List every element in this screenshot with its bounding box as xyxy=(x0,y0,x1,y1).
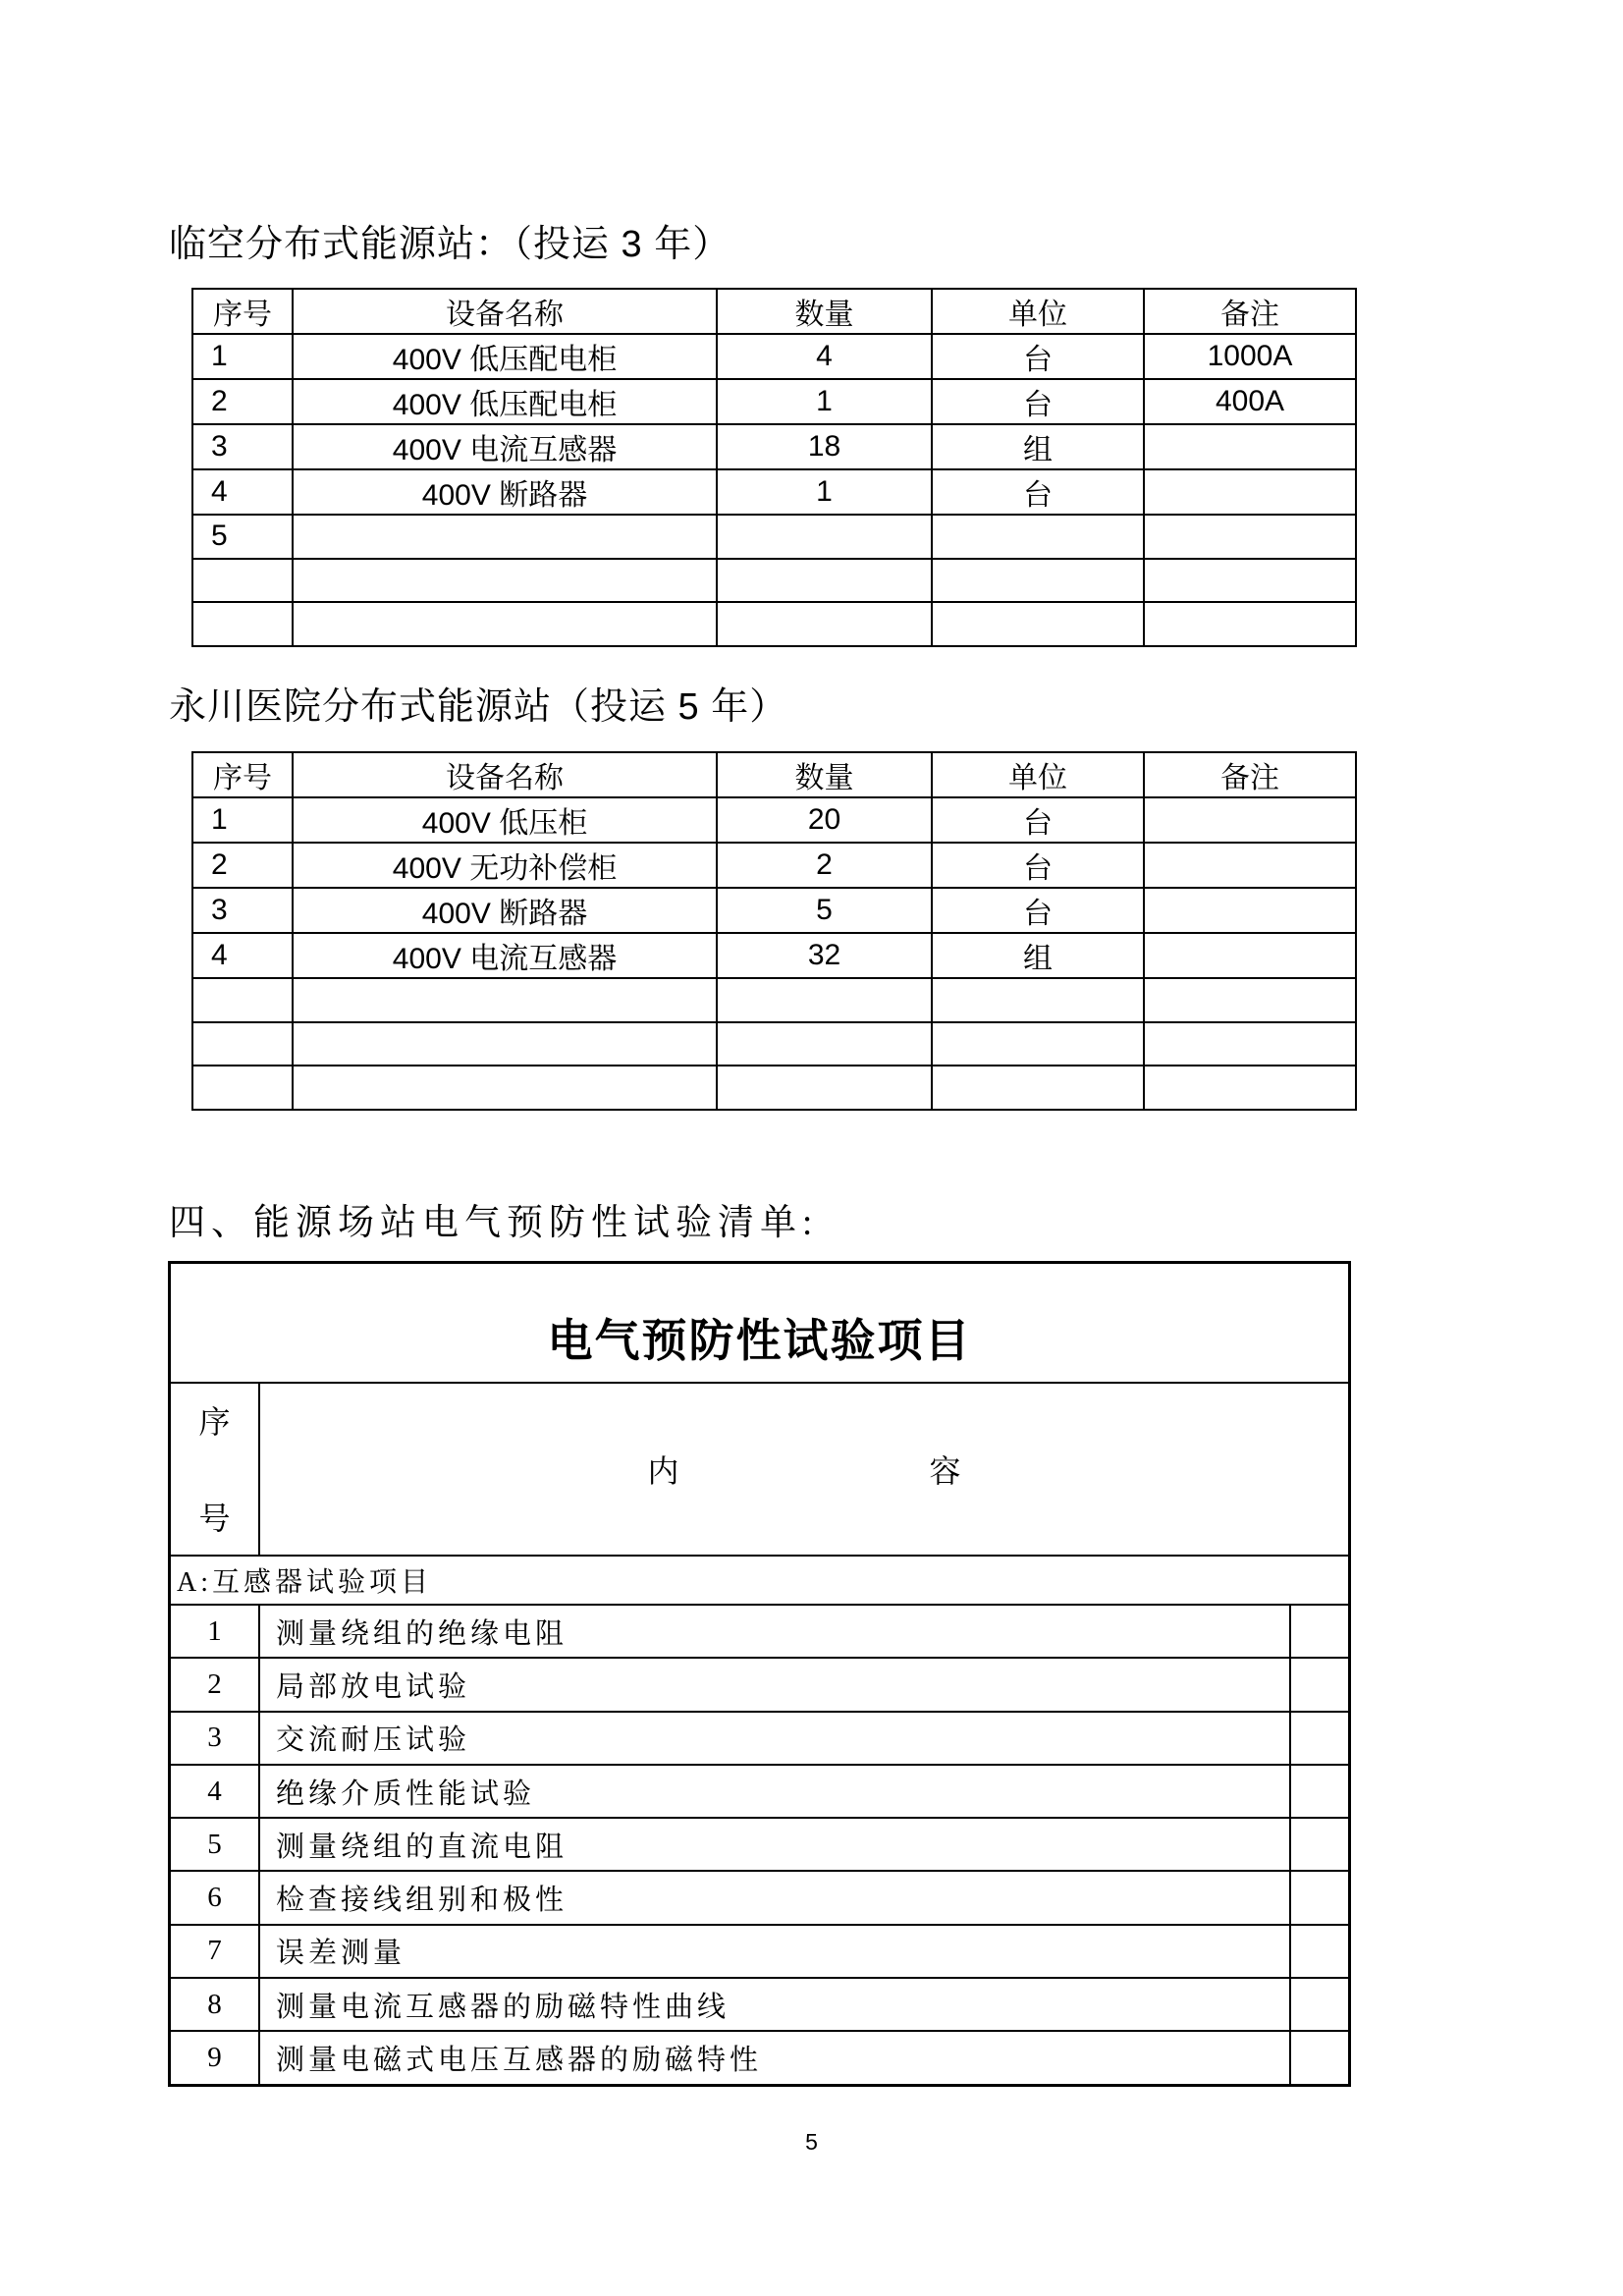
item-number: 9 xyxy=(171,2032,260,2083)
test-item-row xyxy=(171,1817,1348,1870)
note-cell: 1000A xyxy=(1144,334,1356,379)
name-cell xyxy=(293,515,717,559)
header-note: 备注 xyxy=(1144,289,1356,334)
seq-cell: 3 xyxy=(192,888,293,933)
item-result-cell xyxy=(1289,2032,1348,2083)
unit-cell: 台 xyxy=(932,888,1144,933)
qty-cell: 1 xyxy=(717,469,932,515)
test-item-row xyxy=(171,1764,1348,1817)
test-item-row xyxy=(171,1657,1348,1710)
item-result-cell xyxy=(1289,1766,1348,1817)
name-cell: 400V 电流互感器 xyxy=(293,424,717,469)
qty-cell xyxy=(717,515,932,559)
item-text: 检查接线组别和极性 xyxy=(276,1885,568,1917)
item-text: 测量绕组的绝缘电阻 xyxy=(276,1617,568,1650)
unit-cell xyxy=(932,1066,1144,1110)
table-row xyxy=(192,1022,1356,1066)
seq-cell xyxy=(192,1066,293,1110)
unit-cell: 台 xyxy=(932,843,1144,888)
seq-cell xyxy=(192,978,293,1022)
unit-cell xyxy=(932,978,1144,1022)
note-cell xyxy=(1144,559,1356,603)
item-text: 测量绕组的直流电阻 xyxy=(276,1831,568,1863)
unit-cell xyxy=(932,1022,1144,1066)
table-row xyxy=(192,515,1356,559)
seq-cell: 2 xyxy=(192,379,293,424)
section4-heading: 四、能源场站电气预防性试验清单: xyxy=(169,1203,819,1243)
item-result-cell xyxy=(1289,1819,1348,1870)
note-cell: 400A xyxy=(1144,379,1356,424)
qty-cell xyxy=(717,1066,932,1110)
seq-header-cell xyxy=(171,1384,260,1555)
header-qty: 数量 xyxy=(717,752,932,797)
seq-cell: 1 xyxy=(192,334,293,379)
name-cell xyxy=(293,1066,717,1110)
table-row xyxy=(192,1066,1356,1110)
test-table-header-row xyxy=(171,1382,1348,1555)
item-result-cell xyxy=(1289,1713,1348,1764)
table-header-row xyxy=(192,752,1356,797)
item-result-cell xyxy=(1289,1872,1348,1923)
content-char-right: 容 xyxy=(929,1453,961,1489)
item-result-cell xyxy=(1289,1979,1348,2030)
note-cell xyxy=(1144,797,1356,843)
table-row xyxy=(192,888,1356,933)
test-item-row xyxy=(171,1977,1348,2030)
seq-char-bottom: 号 xyxy=(198,1501,231,1536)
content-header-cell xyxy=(260,1384,1348,1555)
table-row xyxy=(192,379,1356,424)
name-cell xyxy=(293,559,717,603)
qty-cell xyxy=(717,1022,932,1066)
qty-cell: 2 xyxy=(717,843,932,888)
group-row: A:互感器试验项目 xyxy=(171,1555,1348,1604)
seq-cell xyxy=(192,559,293,603)
header-name: 设备名称 xyxy=(293,752,717,797)
test-item-row xyxy=(171,1924,1348,1977)
unit-cell xyxy=(932,515,1144,559)
qty-cell xyxy=(717,978,932,1022)
item-result-cell xyxy=(1289,1926,1348,1977)
note-cell xyxy=(1144,515,1356,559)
item-number: 4 xyxy=(171,1766,260,1817)
section2-title: 永川医院分布式能源站（投运 5 年） xyxy=(169,686,788,728)
qty-cell: 5 xyxy=(717,888,932,933)
test-item-row xyxy=(171,1711,1348,1764)
test-item-row xyxy=(171,2030,1348,2083)
header-unit: 单位 xyxy=(932,752,1144,797)
qty-cell: 1 xyxy=(717,379,932,424)
equipment-table-yongchuan xyxy=(191,751,1357,1111)
table-header-row xyxy=(192,289,1356,334)
seq-cell: 3 xyxy=(192,424,293,469)
note-cell xyxy=(1144,843,1356,888)
item-number: 7 xyxy=(171,1926,260,1977)
header-unit: 单位 xyxy=(932,289,1144,334)
qty-cell: 18 xyxy=(717,424,932,469)
name-cell: 400V 断路器 xyxy=(293,888,717,933)
item-number: 2 xyxy=(171,1659,260,1710)
item-number: 8 xyxy=(171,1979,260,2030)
header-seq: 序号 xyxy=(192,289,293,334)
table-row xyxy=(192,469,1356,515)
note-cell xyxy=(1144,978,1356,1022)
test-table-title: 电气预防性试验项目 xyxy=(547,1316,972,1366)
name-cell: 400V 无功补偿柜 xyxy=(293,843,717,888)
seq-cell xyxy=(192,602,293,646)
qty-cell xyxy=(717,602,932,646)
header-note: 备注 xyxy=(1144,752,1356,797)
item-number: 3 xyxy=(171,1713,260,1764)
item-result-cell xyxy=(1289,1606,1348,1657)
unit-cell xyxy=(932,559,1144,603)
page-number: 5 xyxy=(805,2129,818,2155)
name-cell: 400V 低压配电柜 xyxy=(293,334,717,379)
header-qty: 数量 xyxy=(717,289,932,334)
preventive-test-table xyxy=(168,1261,1351,2087)
section1-title: 临空分布式能源站：（投运 3 年） xyxy=(169,224,731,265)
qty-cell: 32 xyxy=(717,933,932,978)
unit-cell: 台 xyxy=(932,379,1144,424)
content-char-left: 内 xyxy=(647,1453,679,1489)
test-item-row xyxy=(171,1604,1348,1657)
qty-cell: 20 xyxy=(717,797,932,843)
name-cell xyxy=(293,978,717,1022)
unit-cell xyxy=(932,602,1144,646)
table-row xyxy=(192,797,1356,843)
seq-cell xyxy=(192,1022,293,1066)
name-cell: 400V 断路器 xyxy=(293,469,717,515)
name-cell: 400V 电流互感器 xyxy=(293,933,717,978)
item-number: 5 xyxy=(171,1819,260,1870)
item-number: 6 xyxy=(171,1872,260,1923)
unit-cell: 组 xyxy=(932,424,1144,469)
unit-cell: 组 xyxy=(932,933,1144,978)
note-cell xyxy=(1144,1022,1356,1066)
item-text: 测量电流互感器的励磁特性曲线 xyxy=(276,1991,730,2023)
seq-char-top: 序 xyxy=(198,1404,231,1440)
item-text: 误差测量 xyxy=(276,1938,406,1970)
name-cell xyxy=(293,602,717,646)
seq-cell: 4 xyxy=(192,933,293,978)
unit-cell: 台 xyxy=(932,469,1144,515)
qty-cell: 4 xyxy=(717,334,932,379)
table-row xyxy=(192,602,1356,646)
seq-cell: 2 xyxy=(192,843,293,888)
seq-cell: 4 xyxy=(192,469,293,515)
qty-cell xyxy=(717,559,932,603)
table-row xyxy=(192,334,1356,379)
item-result-cell xyxy=(1289,1659,1348,1710)
item-text: 交流耐压试验 xyxy=(276,1724,471,1757)
test-item-row xyxy=(171,1870,1348,1923)
name-cell xyxy=(293,1022,717,1066)
header-name: 设备名称 xyxy=(293,289,717,334)
note-cell xyxy=(1144,469,1356,515)
item-text: 绝缘介质性能试验 xyxy=(276,1777,536,1810)
seq-cell: 5 xyxy=(192,515,293,559)
note-cell xyxy=(1144,933,1356,978)
table-row xyxy=(192,559,1356,603)
unit-cell: 台 xyxy=(932,797,1144,843)
item-text: 局部放电试验 xyxy=(276,1670,471,1703)
note-cell xyxy=(1144,424,1356,469)
item-number: 1 xyxy=(171,1606,260,1657)
seq-cell: 1 xyxy=(192,797,293,843)
table-row xyxy=(192,424,1356,469)
header-seq: 序号 xyxy=(192,752,293,797)
unit-cell: 台 xyxy=(932,334,1144,379)
table-row xyxy=(192,933,1356,978)
note-cell xyxy=(1144,888,1356,933)
note-cell xyxy=(1144,602,1356,646)
table-row xyxy=(192,978,1356,1022)
note-cell xyxy=(1144,1066,1356,1110)
name-cell: 400V 低压柜 xyxy=(293,797,717,843)
name-cell: 400V 低压配电柜 xyxy=(293,379,717,424)
item-text: 测量电磁式电压互感器的励磁特性 xyxy=(276,2045,763,2077)
table-row xyxy=(192,843,1356,888)
equipment-table-linkong xyxy=(191,288,1357,647)
